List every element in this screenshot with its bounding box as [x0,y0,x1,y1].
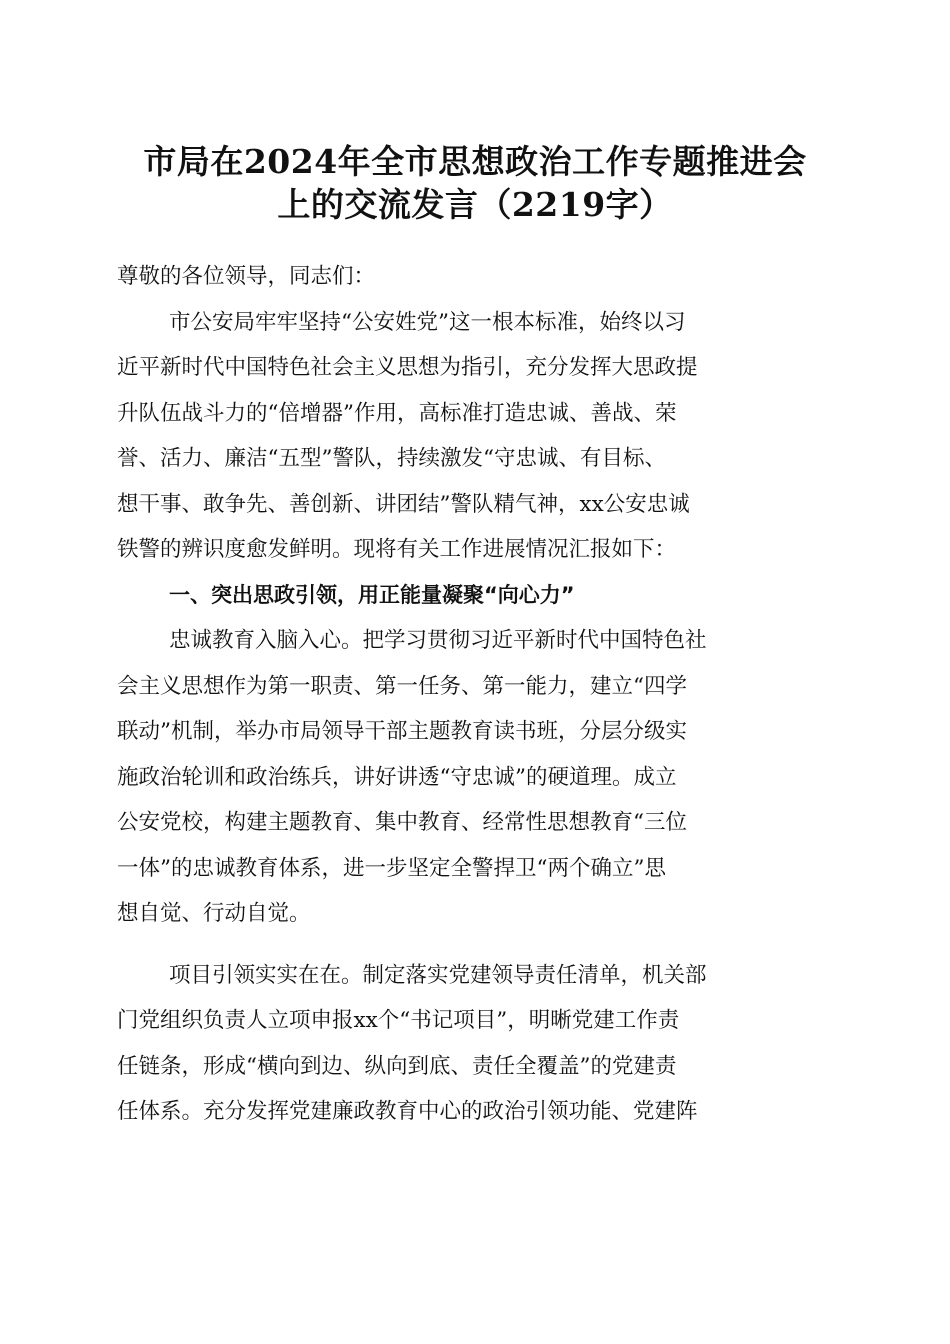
intro-line: 想干事、敢争先、善创新、讲团结”警队精气神，xx公安忠诚 [117,491,690,517]
paragraph-line: 任链条，形成“横向到边、纵向到底、责任全覆盖”的党建责 [117,1053,677,1079]
intro-paragraph [117,300,832,573]
document-title [100,140,850,226]
paragraph-line: 忠诚教育入脑入心。把学习贯彻习近平新时代中国特色社 [169,628,707,653]
title-line-2: 上的交流发言（2219字） [277,185,673,224]
intro-line: 升队伍战斗力的“倍增器”作用，高标准打造忠诚、善战、荣 [117,400,677,426]
paragraph-line: 任体系。充分发挥党建廉政教育中心的政治引领功能、党建阵 [117,1099,698,1124]
paragraph-line: 一体”的忠诚教育体系，进一步坚定全警捍卫“两个确立”思 [117,855,666,881]
paragraph-line: 联动”机制，举办市局领导干部主题教育读书班，分层分级实 [117,719,687,744]
paragraph-line: 项目引领实实在在。制定落实党建领导责任清单，机关部 [169,962,707,988]
paragraph-loyalty-education [117,618,832,937]
intro-line: 誉、活力、廉洁“五型”警队，持续激发“守忠诚、有目标、 [117,446,666,471]
section-heading-1: 一、突出思政引领，用正能量凝聚“向心力” [169,582,575,607]
intro-line: 铁警的辨识度愈发鲜明。现将有关工作进展情况汇报如下： [117,537,677,562]
paragraph-line: 想自觉、行动自觉。 [117,901,311,926]
intro-line: 市公安局牢牢坚持“公安姓党”这一根本标准，始终以习 [169,309,686,335]
title-line-1: 市局在2024年全市思想政治工作专题推进会 [143,142,807,181]
paragraph-line: 施政治轮训和政治练兵，讲好讲透“守忠诚”的硬道理。成立 [117,764,677,790]
document-body [117,254,832,1135]
paragraph-line: 会主义思想作为第一职责、第一任务、第一能力，建立“四学 [117,673,687,699]
paragraph-line: 公安党校，构建主题教育、集中教育、经常性思想教育“三位 [117,810,687,835]
paragraph-line: 门党组织负责人立项申报xx个“书记项目”，明晰党建工作责 [117,1008,680,1033]
intro-line: 近平新时代中国特色社会主义思想为指引，充分发挥大思政提 [117,355,698,380]
paragraph-project-leadership [117,953,832,1135]
greeting: 尊敬的各位领导，同志们： [117,264,376,289]
paragraph-spacer [117,937,832,953]
